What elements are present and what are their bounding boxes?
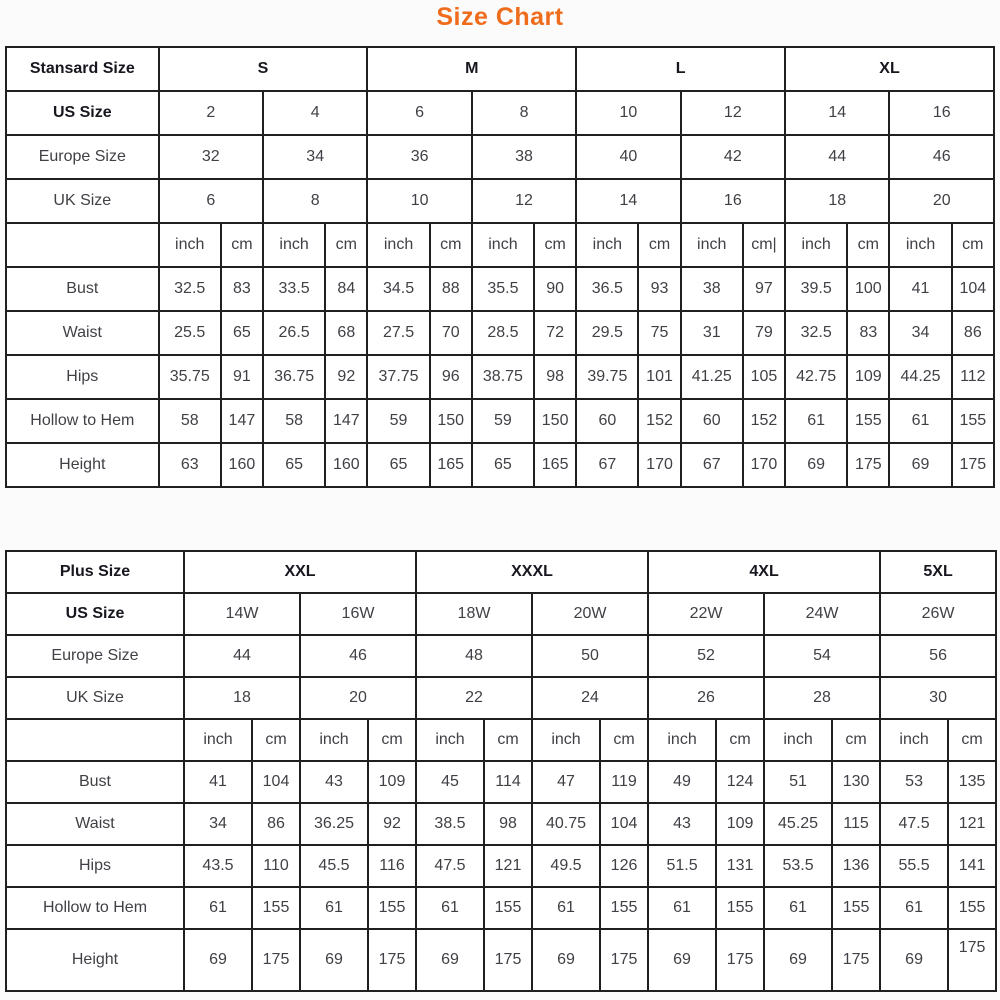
measure-value-cell: 38.75: [472, 355, 534, 399]
plus-size-table: [5, 550, 997, 992]
unit-cell: inch: [367, 223, 429, 267]
measure-value-cell: 86: [252, 803, 300, 845]
measure-value-cell: 47: [532, 761, 600, 803]
measure-value-cell: 114: [484, 761, 532, 803]
measure-value-cell: 147: [221, 399, 263, 443]
unit-cell: cm: [534, 223, 576, 267]
measure-value-cell: 65: [472, 443, 534, 487]
measure-value-cell: 40.75: [532, 803, 600, 845]
size-group-cell: M: [367, 47, 576, 91]
size-group-cell: S: [159, 47, 368, 91]
measure-value-cell: 37.75: [367, 355, 429, 399]
size-value-cell: 12: [681, 91, 785, 135]
unit-cell: cm: [368, 719, 416, 761]
measure-value-cell: 38.5: [416, 803, 484, 845]
size-group-cell: 5XL: [880, 551, 996, 593]
unit-cell: inch: [416, 719, 484, 761]
measure-value-cell: 93: [638, 267, 680, 311]
measure-value-cell: 170: [638, 443, 680, 487]
measure-value-cell: 59: [367, 399, 429, 443]
measurement-row: [6, 267, 994, 311]
measure-value-cell: 83: [847, 311, 889, 355]
measure-value-cell: 75: [638, 311, 680, 355]
measure-value-cell: 90: [534, 267, 576, 311]
measure-value-cell: 110: [252, 845, 300, 887]
unit-cell: inch: [184, 719, 252, 761]
size-group-row: [6, 551, 996, 593]
row-label-cell: US Size: [6, 593, 184, 635]
row-label-cell: Waist: [6, 803, 184, 845]
size-row: [6, 91, 994, 135]
size-value-cell: 28: [764, 677, 880, 719]
measure-value-cell: 55.5: [880, 845, 948, 887]
size-group-cell: XXXL: [416, 551, 648, 593]
size-value-cell: 2: [159, 91, 263, 135]
measure-value-cell: 109: [368, 761, 416, 803]
measure-value-cell: 39.75: [576, 355, 638, 399]
unit-row: [6, 223, 994, 267]
row-label-cell: UK Size: [6, 677, 184, 719]
size-value-cell: 42: [681, 135, 785, 179]
measurement-row: [6, 443, 994, 487]
size-value-cell: 44: [184, 635, 300, 677]
size-value-cell: 22: [416, 677, 532, 719]
row-label-cell: Hips: [6, 845, 184, 887]
measure-value-cell: 112: [952, 355, 994, 399]
measure-value-cell: 175: [368, 929, 416, 991]
measure-value-cell: 160: [221, 443, 263, 487]
measure-value-cell: 175: [252, 929, 300, 991]
size-value-cell: 20: [889, 179, 994, 223]
plus-size-table-body: [6, 551, 996, 991]
unit-cell: inch: [576, 223, 638, 267]
unit-cell: inch: [648, 719, 716, 761]
measure-value-cell: 27.5: [367, 311, 429, 355]
measure-value-cell: 69: [300, 929, 368, 991]
size-group-cell: XL: [785, 47, 994, 91]
measure-value-cell: 70: [430, 311, 472, 355]
measure-value-cell: 150: [430, 399, 472, 443]
measurement-row: [6, 887, 996, 929]
measure-value-cell: 47.5: [416, 845, 484, 887]
measure-value-cell: 155: [716, 887, 764, 929]
measure-value-cell: 60: [681, 399, 743, 443]
size-value-cell: 20: [300, 677, 416, 719]
size-value-cell: 20W: [532, 593, 648, 635]
unit-cell: inch: [472, 223, 534, 267]
size-value-cell: 54: [764, 635, 880, 677]
size-value-cell: 16: [681, 179, 785, 223]
size-value-cell: 14: [576, 179, 680, 223]
size-value-cell: 26: [648, 677, 764, 719]
measure-value-cell: 155: [368, 887, 416, 929]
measure-value-cell: 147: [325, 399, 367, 443]
row-label-cell: UK Size: [6, 179, 159, 223]
measure-value-cell: 69: [785, 443, 847, 487]
measure-value-cell: 34: [184, 803, 252, 845]
unit-cell: inch: [880, 719, 948, 761]
measure-value-cell: 116: [368, 845, 416, 887]
measure-value-cell: 68: [325, 311, 367, 355]
empty-corner-cell: [6, 223, 159, 267]
measure-value-cell: 105: [743, 355, 785, 399]
measure-value-cell: 92: [325, 355, 367, 399]
measure-value-cell: 119: [600, 761, 648, 803]
page-title: Size Chart: [436, 3, 564, 31]
row-label-cell: US Size: [6, 91, 159, 135]
size-value-cell: 8: [263, 179, 367, 223]
size-value-cell: 14: [785, 91, 889, 135]
row-label-cell: Waist: [6, 311, 159, 355]
measure-value-cell: 58: [159, 399, 221, 443]
measure-value-cell: 61: [300, 887, 368, 929]
measure-value-cell: 58: [263, 399, 325, 443]
row-label-cell: Hollow to Hem: [6, 399, 159, 443]
measure-value-cell: 61: [880, 887, 948, 929]
measure-value-cell: 45: [416, 761, 484, 803]
measure-value-cell: 43: [648, 803, 716, 845]
measure-value-cell: 150: [534, 399, 576, 443]
row-label-cell: Europe Size: [6, 635, 184, 677]
measure-value-cell: 65: [221, 311, 263, 355]
measure-value-cell: 35.5: [472, 267, 534, 311]
unit-cell: cm: [430, 223, 472, 267]
size-value-cell: 16W: [300, 593, 416, 635]
size-value-cell: 12: [472, 179, 576, 223]
size-value-cell: 10: [576, 91, 680, 135]
size-value-cell: 32: [159, 135, 263, 179]
measure-value-cell: 69: [648, 929, 716, 991]
unit-cell: inch: [300, 719, 368, 761]
empty-corner-cell: [6, 719, 184, 761]
corner-label-cell: Plus Size: [6, 551, 184, 593]
measure-value-cell: 155: [832, 887, 880, 929]
measure-value-cell: 175: [484, 929, 532, 991]
measure-value-cell: 69: [889, 443, 951, 487]
measure-value-cell: 88: [430, 267, 472, 311]
unit-cell: cm: [716, 719, 764, 761]
measure-value-cell: 42.75: [785, 355, 847, 399]
unit-cell: cm: [948, 719, 996, 761]
size-row: [6, 635, 996, 677]
measurement-row: [6, 399, 994, 443]
measure-value-cell: 61: [184, 887, 252, 929]
size-group-cell: 4XL: [648, 551, 880, 593]
row-label-cell: Hips: [6, 355, 159, 399]
measure-value-cell: 51: [764, 761, 832, 803]
measure-value-cell: 130: [832, 761, 880, 803]
measure-value-cell: 104: [600, 803, 648, 845]
measure-value-cell: 121: [948, 803, 996, 845]
measure-value-cell: 31: [681, 311, 743, 355]
size-value-cell: 18W: [416, 593, 532, 635]
size-value-cell: 4: [263, 91, 367, 135]
measure-value-cell: 41: [184, 761, 252, 803]
size-value-cell: 36: [367, 135, 471, 179]
measure-value-cell: 155: [948, 887, 996, 929]
measure-value-cell: 61: [889, 399, 951, 443]
measure-value-cell: 141: [948, 845, 996, 887]
unit-cell: cm: [600, 719, 648, 761]
size-value-cell: 6: [367, 91, 471, 135]
measure-value-cell: 39.5: [785, 267, 847, 311]
measure-value-cell: 44.25: [889, 355, 951, 399]
row-label-cell: Bust: [6, 267, 159, 311]
measurement-row: [6, 929, 996, 991]
unit-cell: cm: [484, 719, 532, 761]
measure-value-cell: 45.25: [764, 803, 832, 845]
measure-value-cell: 29.5: [576, 311, 638, 355]
measure-value-cell: 97: [743, 267, 785, 311]
unit-cell: cm: [638, 223, 680, 267]
measurement-row: [6, 355, 994, 399]
measure-value-cell: 152: [743, 399, 785, 443]
measure-value-cell: 155: [484, 887, 532, 929]
measure-value-cell: 33.5: [263, 267, 325, 311]
size-value-cell: 38: [472, 135, 576, 179]
measure-value-cell: 36.25: [300, 803, 368, 845]
size-value-cell: 56: [880, 635, 996, 677]
row-label-cell: Height: [6, 443, 159, 487]
size-value-cell: 50: [532, 635, 648, 677]
measure-value-cell: 109: [847, 355, 889, 399]
measure-value-cell: 91: [221, 355, 263, 399]
measure-value-cell: 69: [764, 929, 832, 991]
measure-value-cell: 79: [743, 311, 785, 355]
measure-value-cell: 155: [252, 887, 300, 929]
measure-value-cell: 69: [184, 929, 252, 991]
size-group-cell: XXL: [184, 551, 416, 593]
unit-cell: cm: [325, 223, 367, 267]
measure-value-cell: 104: [952, 267, 994, 311]
measure-value-cell: 47.5: [880, 803, 948, 845]
unit-cell: cm: [847, 223, 889, 267]
size-value-cell: 34: [263, 135, 367, 179]
size-value-cell: 10: [367, 179, 471, 223]
measure-value-cell: 100: [847, 267, 889, 311]
size-value-cell: 46: [889, 135, 994, 179]
measure-value-cell: 121: [484, 845, 532, 887]
measure-value-cell: 136: [832, 845, 880, 887]
measure-value-cell: 98: [484, 803, 532, 845]
measure-value-cell: 53: [880, 761, 948, 803]
size-value-cell: 48: [416, 635, 532, 677]
standard-size-table-body: [6, 47, 994, 487]
measure-value-cell: 61: [532, 887, 600, 929]
standard-size-table: [5, 46, 995, 488]
unit-cell: cm: [252, 719, 300, 761]
measure-value-cell: 35.75: [159, 355, 221, 399]
measure-value-cell: 84: [325, 267, 367, 311]
size-value-cell: 8: [472, 91, 576, 135]
row-label-cell: Europe Size: [6, 135, 159, 179]
measure-value-cell: 109: [716, 803, 764, 845]
measure-value-cell: 32.5: [159, 267, 221, 311]
unit-cell: cm|: [743, 223, 785, 267]
unit-cell: cm: [832, 719, 880, 761]
unit-cell: inch: [785, 223, 847, 267]
measure-value-cell: 61: [785, 399, 847, 443]
measure-value-cell: 165: [534, 443, 576, 487]
measure-value-cell: 160: [325, 443, 367, 487]
measure-value-cell: 38: [681, 267, 743, 311]
measure-value-cell: 65: [367, 443, 429, 487]
measure-value-cell: 45.5: [300, 845, 368, 887]
measure-value-cell: 49.5: [532, 845, 600, 887]
measurement-row: [6, 803, 996, 845]
measure-value-cell: 25.5: [159, 311, 221, 355]
measure-value-cell: 69: [532, 929, 600, 991]
measure-value-cell: 155: [952, 399, 994, 443]
measure-value-cell: 69: [880, 929, 948, 991]
measure-value-cell: 49: [648, 761, 716, 803]
row-label-cell: Height: [6, 929, 184, 991]
unit-cell: inch: [159, 223, 221, 267]
unit-row: [6, 719, 996, 761]
size-value-cell: 46: [300, 635, 416, 677]
size-group-row: [6, 47, 994, 91]
measure-value-cell: 175: [948, 929, 996, 991]
measure-value-cell: 43.5: [184, 845, 252, 887]
measure-value-cell: 152: [638, 399, 680, 443]
measurement-row: [6, 845, 996, 887]
size-value-cell: 6: [159, 179, 263, 223]
size-row: [6, 677, 996, 719]
measure-value-cell: 155: [847, 399, 889, 443]
measure-value-cell: 92: [368, 803, 416, 845]
measure-value-cell: 126: [600, 845, 648, 887]
measure-value-cell: 36.5: [576, 267, 638, 311]
measure-value-cell: 32.5: [785, 311, 847, 355]
measure-value-cell: 41: [889, 267, 951, 311]
measure-value-cell: 34.5: [367, 267, 429, 311]
unit-cell: cm: [952, 223, 994, 267]
measure-value-cell: 60: [576, 399, 638, 443]
unit-cell: inch: [263, 223, 325, 267]
size-value-cell: 18: [785, 179, 889, 223]
measure-value-cell: 65: [263, 443, 325, 487]
measure-value-cell: 104: [252, 761, 300, 803]
unit-cell: inch: [532, 719, 600, 761]
measure-value-cell: 96: [430, 355, 472, 399]
size-group-cell: L: [576, 47, 785, 91]
measure-value-cell: 67: [681, 443, 743, 487]
measure-value-cell: 86: [952, 311, 994, 355]
measure-value-cell: 170: [743, 443, 785, 487]
measure-value-cell: 175: [952, 443, 994, 487]
measure-value-cell: 26.5: [263, 311, 325, 355]
measure-value-cell: 135: [948, 761, 996, 803]
measure-value-cell: 175: [716, 929, 764, 991]
unit-cell: inch: [681, 223, 743, 267]
size-value-cell: 14W: [184, 593, 300, 635]
measure-value-cell: 98: [534, 355, 576, 399]
size-row: [6, 593, 996, 635]
measure-value-cell: 101: [638, 355, 680, 399]
measure-value-cell: 69: [416, 929, 484, 991]
measure-value-cell: 41.25: [681, 355, 743, 399]
measure-value-cell: 63: [159, 443, 221, 487]
size-row: [6, 179, 994, 223]
measure-value-cell: 124: [716, 761, 764, 803]
measure-value-cell: 72: [534, 311, 576, 355]
size-value-cell: 24: [532, 677, 648, 719]
unit-cell: cm: [221, 223, 263, 267]
size-value-cell: 22W: [648, 593, 764, 635]
measure-value-cell: 61: [416, 887, 484, 929]
measure-value-cell: 34: [889, 311, 951, 355]
size-value-cell: 52: [648, 635, 764, 677]
measure-value-cell: 61: [764, 887, 832, 929]
size-row: [6, 135, 994, 179]
measure-value-cell: 83: [221, 267, 263, 311]
measure-value-cell: 155: [600, 887, 648, 929]
measure-value-cell: 53.5: [764, 845, 832, 887]
size-value-cell: 26W: [880, 593, 996, 635]
measure-value-cell: 175: [600, 929, 648, 991]
unit-cell: inch: [764, 719, 832, 761]
size-value-cell: 44: [785, 135, 889, 179]
measure-value-cell: 165: [430, 443, 472, 487]
measure-value-cell: 28.5: [472, 311, 534, 355]
measure-value-cell: 175: [832, 929, 880, 991]
row-label-cell: Hollow to Hem: [6, 887, 184, 929]
measure-value-cell: 43: [300, 761, 368, 803]
measure-value-cell: 51.5: [648, 845, 716, 887]
size-value-cell: 24W: [764, 593, 880, 635]
measure-value-cell: 67: [576, 443, 638, 487]
measure-value-cell: 61: [648, 887, 716, 929]
measurement-row: [6, 761, 996, 803]
measure-value-cell: 59: [472, 399, 534, 443]
measure-value-cell: 36.75: [263, 355, 325, 399]
size-value-cell: 16: [889, 91, 994, 135]
size-value-cell: 18: [184, 677, 300, 719]
corner-label-cell: Stansard Size: [6, 47, 159, 91]
measurement-row: [6, 311, 994, 355]
unit-cell: inch: [889, 223, 951, 267]
size-value-cell: 40: [576, 135, 680, 179]
measure-value-cell: 131: [716, 845, 764, 887]
measure-value-cell: 175: [847, 443, 889, 487]
row-label-cell: Bust: [6, 761, 184, 803]
size-value-cell: 30: [880, 677, 996, 719]
measure-value-cell: 115: [832, 803, 880, 845]
